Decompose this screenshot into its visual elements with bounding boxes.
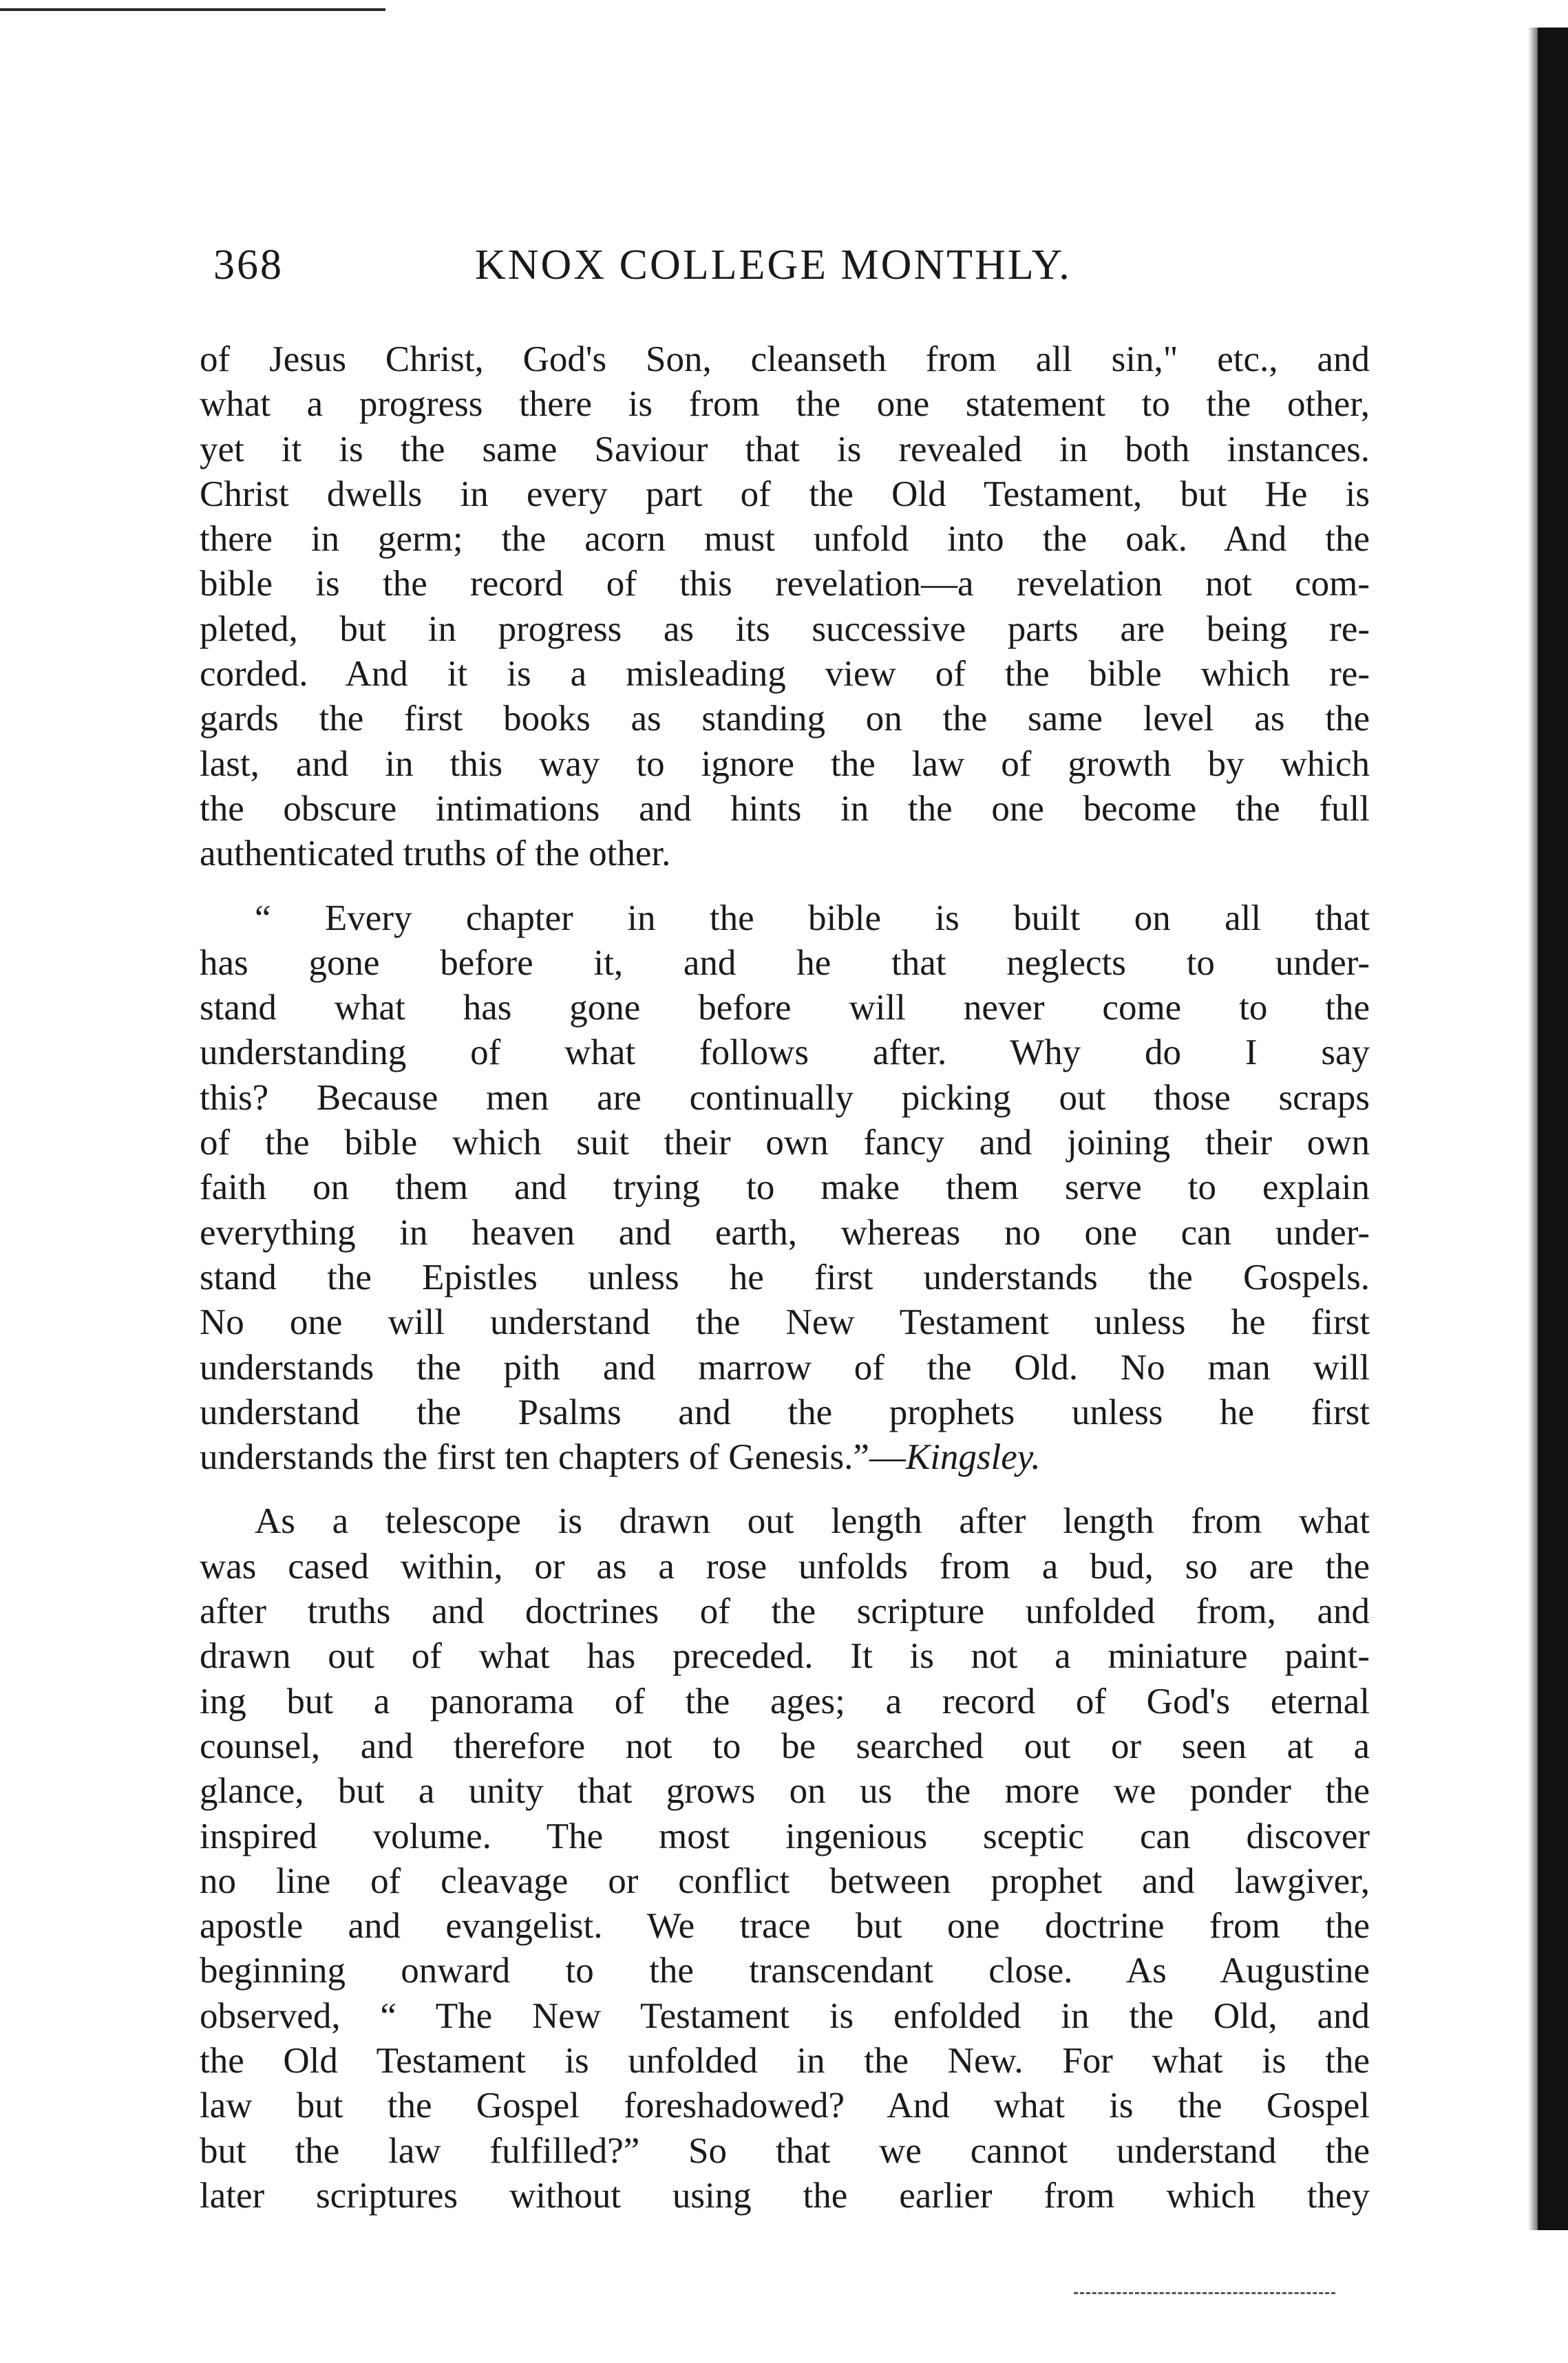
text-line: there in germ; the acorn must unfold into the oak. And the: [200, 519, 1370, 560]
text-line: has gone before it, and he that neglects to under-: [200, 942, 1370, 983]
text-line: yet it is the same Saviour that is revealed in both instances.: [200, 429, 1370, 469]
text-line: what a progress there is from the one statement to the other,: [200, 384, 1370, 425]
text-line: understanding of what follows after. Why do I say: [200, 1032, 1370, 1073]
text-line: beginning onward to the transcendant close. As Augustine: [200, 1951, 1370, 1991]
paragraph-gap: [200, 1480, 1370, 1499]
text-line: understand the Psalms and the prophets unless he first: [200, 1392, 1370, 1432]
text-line: As a telescope is drawn out length after length from what: [255, 1501, 1370, 1542]
text-line: after truths and doctrines of the scripture unfolded from, and: [200, 1591, 1370, 1632]
page-edge-shadow: [1528, 28, 1538, 2230]
text-line: apostle and evangelist. We trace but one doctrine from the: [200, 1906, 1370, 1947]
text-line-with-attribution: [200, 1435, 1370, 1480]
text-line: but the law fulfilled?” So that we cannot understand the: [200, 2130, 1370, 2171]
paragraph-gap: [200, 877, 1370, 896]
text-line: later scriptures without using the earlier from which they: [200, 2175, 1370, 2216]
text-line-fragment: understands the first ten chapters of Genesis.”—: [200, 1437, 906, 1478]
text-line: this? Because men are continually picking out those scraps: [200, 1077, 1370, 1118]
page-header: [213, 241, 1370, 289]
text-line: pleted, but in progress as its successive parts are being re-: [200, 608, 1370, 649]
paragraph-3: [200, 1499, 1370, 2218]
paragraph-2-quotation: [200, 896, 1370, 1481]
text-line: glance, but a unity that grows on us the more we ponder the: [200, 1771, 1370, 1812]
text-line: was cased within, or as a rose unfolds from a bud, so are the: [200, 1546, 1370, 1587]
text-line: Christ dwells in every part of the Old Testament, but He is: [200, 474, 1370, 514]
text-line: authenticated truths of the other.: [200, 834, 671, 874]
attribution: Kingsley.: [905, 1437, 1041, 1478]
body-text: [200, 337, 1370, 2218]
text-line: everything in heaven and earth, whereas no one can under-: [200, 1212, 1370, 1253]
text-line: of the bible which suit their own fancy and joining their own: [200, 1123, 1370, 1163]
text-line: drawn out of what has preceded. It is not a miniature paint-: [200, 1636, 1370, 1677]
text-line: “ Every chapter in the bible is built on all that: [255, 898, 1370, 938]
text-line: the Old Testament is unfolded in the New. For what is the: [200, 2040, 1370, 2081]
text-line: the obscure intimations and hints in the one become the full: [200, 788, 1370, 829]
text-line: stand the Epistles unless he first understands the Gospels.: [200, 1257, 1370, 1297]
text-line: bible is the record of this revelation—a revelation not com-: [200, 564, 1370, 604]
page-edge: [1538, 28, 1568, 2230]
paragraph-1: [200, 337, 1370, 877]
top-rule: [0, 8, 385, 11]
text-line: observed, “ The New Testament is enfolded in the Old, and: [200, 1995, 1370, 2036]
running-title: KNOX COLLEGE MONTHLY.: [475, 242, 1072, 288]
text-line: ing but a panorama of the ages; a record of God's eternal: [200, 1681, 1370, 1721]
text-line: understands the pith and marrow of the Old. No man will: [200, 1347, 1370, 1388]
text-line: last, and in this way to ignore the law of growth by which: [200, 743, 1370, 784]
text-line: faith on them and trying to make them serve to explain: [200, 1167, 1370, 1208]
text-line: inspired volume. The most ingenious sceptic can discover: [200, 1816, 1370, 1856]
page-number: 368: [213, 242, 284, 288]
bottom-dash-rule: [1074, 2292, 1335, 2296]
text-line: gards the first books as standing on the same level as the: [200, 699, 1370, 739]
text-line: law but the Gospel foreshadowed? And what is the Gospel: [200, 2086, 1370, 2126]
text-line: stand what has gone before will never come to the: [200, 988, 1370, 1028]
text-line: counsel, and therefore not to be searched out or seen at a: [200, 1726, 1370, 1766]
text-line: no line of cleavage or conflict between prophet and lawgiver,: [200, 1861, 1370, 1901]
text-line: corded. And it is a misleading view of the bible which re-: [200, 654, 1370, 695]
text-line: of Jesus Christ, God's Son, cleanseth from all sin," etc., and: [200, 339, 1370, 379]
text-line: No one will understand the New Testament unless he first: [200, 1302, 1370, 1343]
